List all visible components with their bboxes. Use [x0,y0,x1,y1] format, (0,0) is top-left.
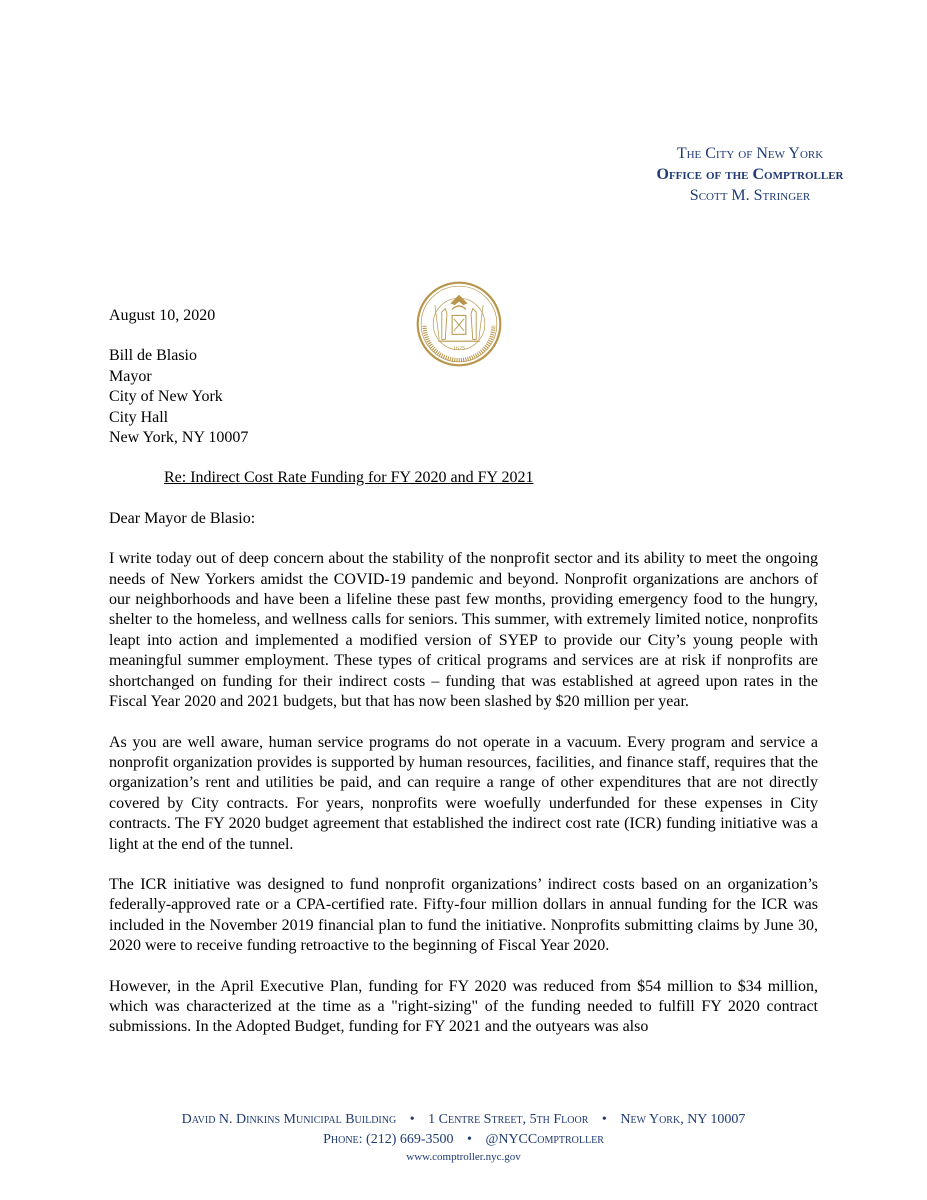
body-paragraph: I write today out of deep concern about the stability of the nonprofit sector and its ability to meet the ongoing needs of New Yorkers amidst the COVID-19 pandemic and beyond. Nonprofit organizations are anchors of our neighborhoods and have been a lifeline these past few months, providing emergency food to the hungry, shelter to the homeless, and wellness calls for seniors. This summer, with extremely limited notice, nonprofits leapt into action and implemented a modified version of SYEP to provide our City’s young people with meaningful summer employment. These types of critical programs and services are at risk if nonprofits are shortchanged on funding for their indirect costs – funding that was established at agreed upon rates in the Fiscal Year 2020 and 2021 budgets, but that has now been slashed by $20 million per year. [109,550,818,711]
recipient-address-line1: City Hall [109,408,169,426]
footer-contact-line [0,1130,927,1150]
recipient-org: City of New York [109,388,223,406]
letter-date: August 10, 2020 [109,307,216,324]
footer-separator: • [601,1112,607,1127]
recipient-address-line2: New York, NY 10007 [109,429,249,447]
re-line: Re: Indirect Cost Rate Funding for FY 2020 and FY 2021 [164,469,534,487]
recipient-name: Bill de Blasio [109,347,197,365]
footer-city: New York, NY 10007 [620,1112,746,1127]
body-paragraph: The ICR initiative was designed to fund nonprofit organizations’ indirect costs based on an organization’s federally-approved rate or a CPA-certified rate. Fifty-four million dollars in annual funding for the ICR was included in the November 2019 financial plan to fund the initiative. Nonprofits submitting claims by June 30, 2020 were to receive funding retroactive to the beginning of Fiscal Year 2020. [109,875,818,955]
footer-website-link[interactable]: www.comptroller.nyc.gov [406,1151,521,1163]
footer-building: David N. Dinkins Municipal Building [181,1112,397,1127]
recipient-address [109,346,818,448]
letterhead-office: Office of the Comptroller [656,166,844,183]
salutation: Dear Mayor de Blasio: [109,509,256,527]
footer-social-handle: @NYCComptroller [485,1132,604,1147]
letter-body [109,306,818,1058]
letterhead-city: The City of New York [676,145,824,162]
seal-year: 1625 [452,345,466,352]
recipient-title: Mayor [109,367,152,385]
footer-separator: • [409,1112,415,1127]
footer-street: 1 Centre Street, 5th Floor [428,1112,589,1127]
letter-footer [0,1110,927,1164]
letterhead-comptroller-name: Scott M. Stringer [689,187,811,204]
body-paragraph: However, in the April Executive Plan, funding for FY 2020 was reduced from $54 million to $34 million, which was characterized at the time as a "right-sizing" of the funding needed to fulfill FY 2020 contract submissions. In the Adopted Budget, funding for FY 2021 and the outyears was also [109,977,818,1036]
body-paragraph: As you are well aware, human service programs do not operate in a vacuum. Every program and service a nonprofit organization provides is supported by human resources, facilities, and finance staff, requires that the organization’s rent and utilities be paid, and can require a range of other expenditures that are not directly covered by City contracts. For years, nonprofits were woefully underfunded for these expenses in City contracts. The FY 2020 budget agreement that established the indirect cost rate (ICR) funding initiative was a light at the end of the tunnel. [109,733,818,853]
footer-separator: • [467,1132,472,1147]
footer-address-line [0,1110,927,1130]
footer-phone: Phone: (212) 669-3500 [323,1132,454,1147]
letterhead [600,143,900,206]
